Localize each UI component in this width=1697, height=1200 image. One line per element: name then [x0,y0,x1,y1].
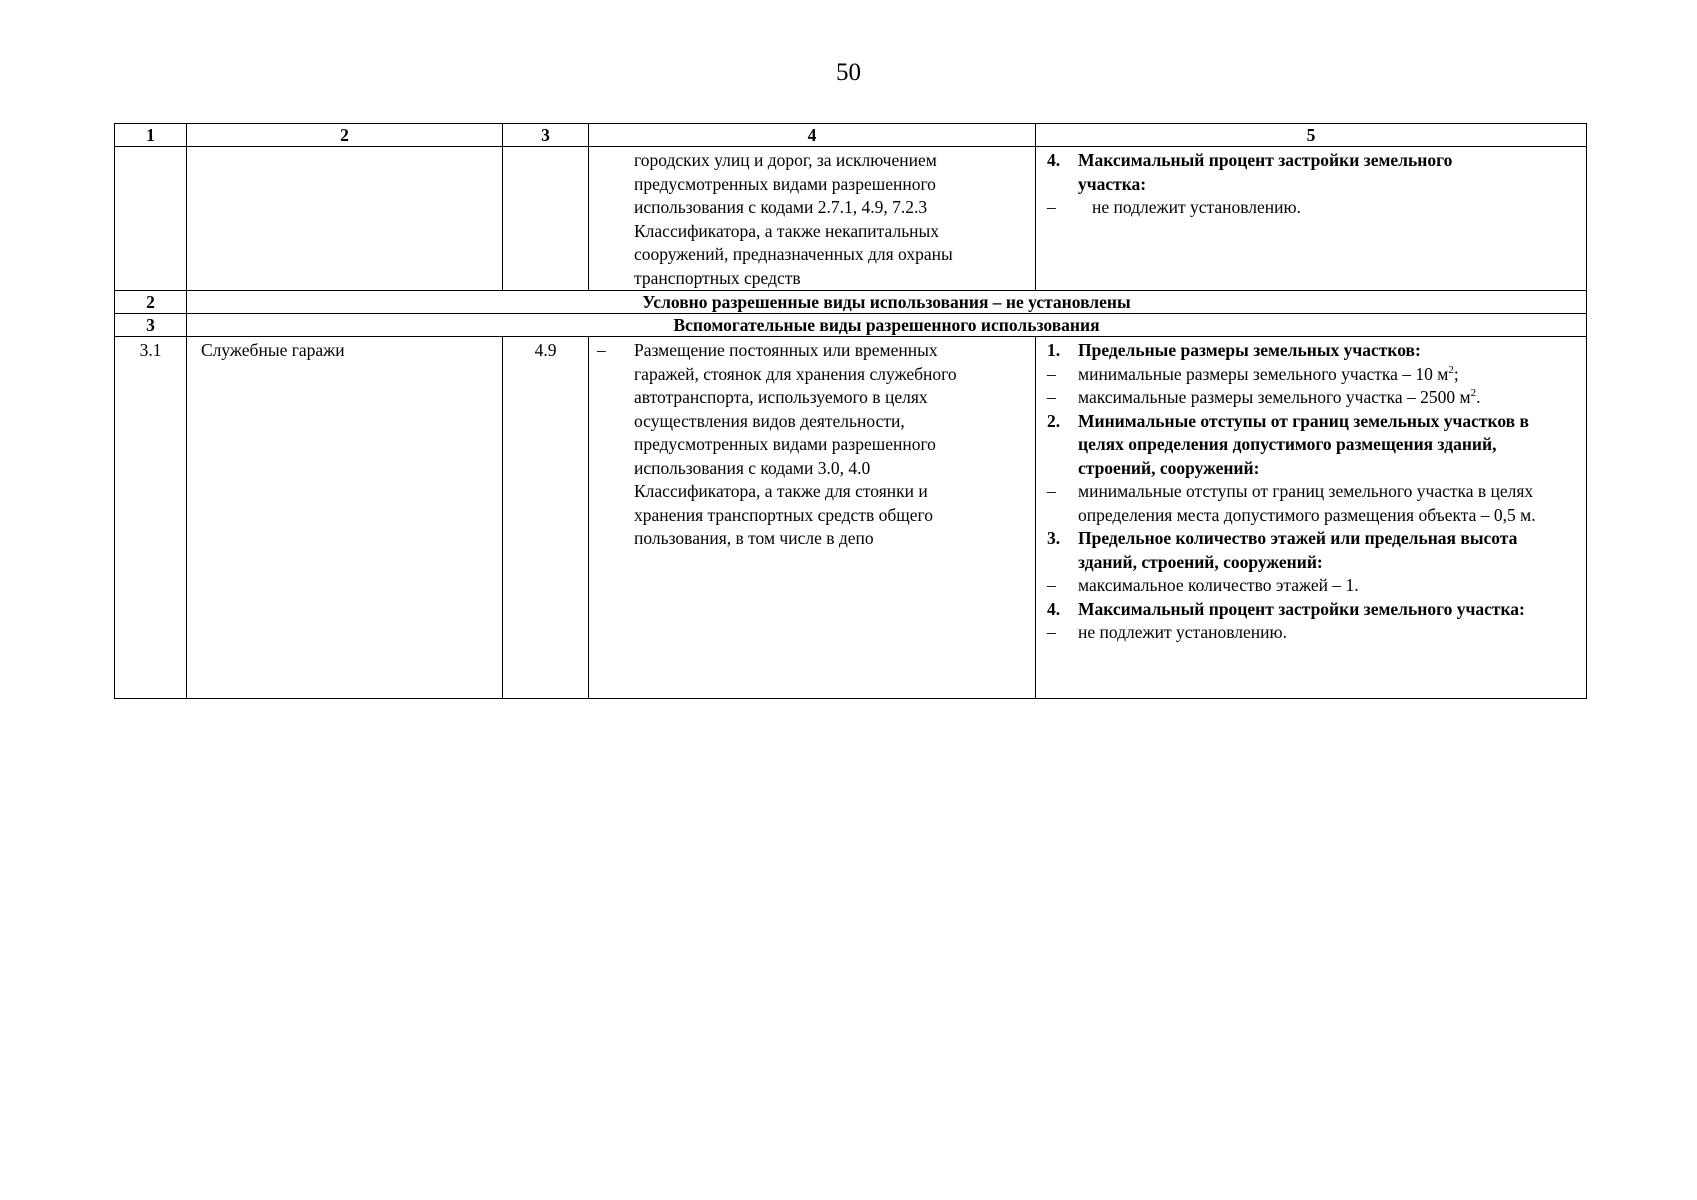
desc-line: хранения транспортных средств общего [634,504,933,525]
row-number: 3.1 [115,337,187,699]
cell-description [589,337,1036,699]
param-heading [1047,527,1576,574]
desc-line: сооружений, предназначенных для охраны [634,244,953,264]
punctuation: . [1476,387,1481,407]
column-header-1: 1 [115,124,187,147]
param-value: максимальные размеры земельного участка – 2500 м [1078,387,1471,407]
table-row [115,337,1587,699]
desc-line: Классификатора, а также для стоянки и [634,481,928,501]
bullet-dash: – [1047,575,1056,595]
section-title: Вспомогательные виды разрешенного использования [187,314,1587,337]
param-heading [1047,598,1576,622]
bullet-dash: – [597,340,606,360]
param-heading [1047,149,1576,196]
cell-description [589,147,1036,291]
param-title: участка: [1078,173,1147,194]
section-number: 3 [115,314,187,337]
param-item [1047,196,1576,220]
param-value: не подлежит установлению. [1092,197,1301,217]
param-item [1047,480,1576,527]
bullet-dash: – [1047,622,1056,642]
use-type-name: Служебные гаражи [187,337,503,699]
param-value: минимальные отступы от границ земельного участка в целях определения места допустимого размещения объекта – 0,5 м. [1078,481,1536,525]
desc-line: гаражей, стоянок для хранения служебного [634,363,957,384]
cell-parameters [1036,147,1587,291]
superscript: 2 [1448,363,1454,376]
param-number: 4. [1047,598,1061,619]
param-item [1047,386,1576,410]
param-item [1047,574,1576,598]
param-heading [1047,410,1576,481]
param-number: 1. [1047,340,1061,360]
desc-line: автотранспорта, используемого в целях [634,387,928,407]
bullet-dash: – [1047,197,1056,217]
param-item [1047,363,1576,387]
param-value: максимальное количество этажей – 1. [1078,575,1359,595]
desc-line: Размещение постоянных или временных [634,340,938,360]
column-header-5: 5 [1036,124,1587,147]
column-header-3: 3 [503,124,589,147]
cell-empty [187,147,503,291]
section-title: Условно разрешенные виды использования – не установлены [187,291,1587,314]
desc-line: пользования, в том числе в депо [634,528,874,548]
land-use-table [114,123,1587,699]
param-item [1047,621,1576,645]
desc-line: транспортных средств [634,267,801,288]
param-number: 2. [1047,410,1061,431]
section-row-auxiliary [115,314,1587,337]
desc-line: использования с кодами 3.0, 4.0 [634,457,871,478]
param-title: Максимальный процент застройки земельного участка: [1078,598,1525,619]
cell-empty [115,147,187,291]
param-number: 4. [1047,150,1061,170]
param-value: не подлежит установлению. [1078,622,1287,642]
punctuation: ; [1453,363,1459,384]
bullet-dash: – [1047,387,1056,407]
superscript: 2 [1470,387,1477,400]
use-type-code: 4.9 [503,337,589,699]
cell-empty [503,147,589,291]
section-row-conditional [115,291,1587,314]
bullet-dash: – [1047,363,1056,384]
param-number: 3. [1047,528,1061,548]
column-header-2: 2 [187,124,503,147]
column-header-4: 4 [589,124,1036,147]
param-heading [1047,339,1576,363]
section-number: 2 [115,291,187,314]
bullet-dash: – [1047,481,1056,501]
page-number: 50 [836,59,861,86]
desc-line: осуществления видов деятельности, [634,410,905,431]
param-title: Минимальные отступы от границ земельных участков в целях определения допустимого размещения зданий, строений, сооружений: [1078,410,1529,478]
desc-line: предусмотренных видами разрешенного [634,173,936,194]
desc-line: Классификатора, а также некапитальных [634,220,940,241]
desc-line: предусмотренных видами разрешенного [634,434,936,454]
table-row-continuation [115,147,1587,291]
param-title: Максимальный процент застройки земельного [1078,150,1453,170]
table-header-row [115,124,1587,147]
desc-line: городских улиц и дорог, за исключением [634,150,937,170]
param-title: Предельное количество этажей или предельная высота зданий, строений, сооружений: [1078,528,1518,572]
cell-parameters [1036,337,1587,699]
param-title: Предельные размеры земельных участков: [1078,340,1421,360]
param-value: минимальные размеры земельного участка – 10 м [1078,363,1449,384]
desc-line: использования с кодами 2.7.1, 4.9, 7.2.3 [634,197,928,217]
